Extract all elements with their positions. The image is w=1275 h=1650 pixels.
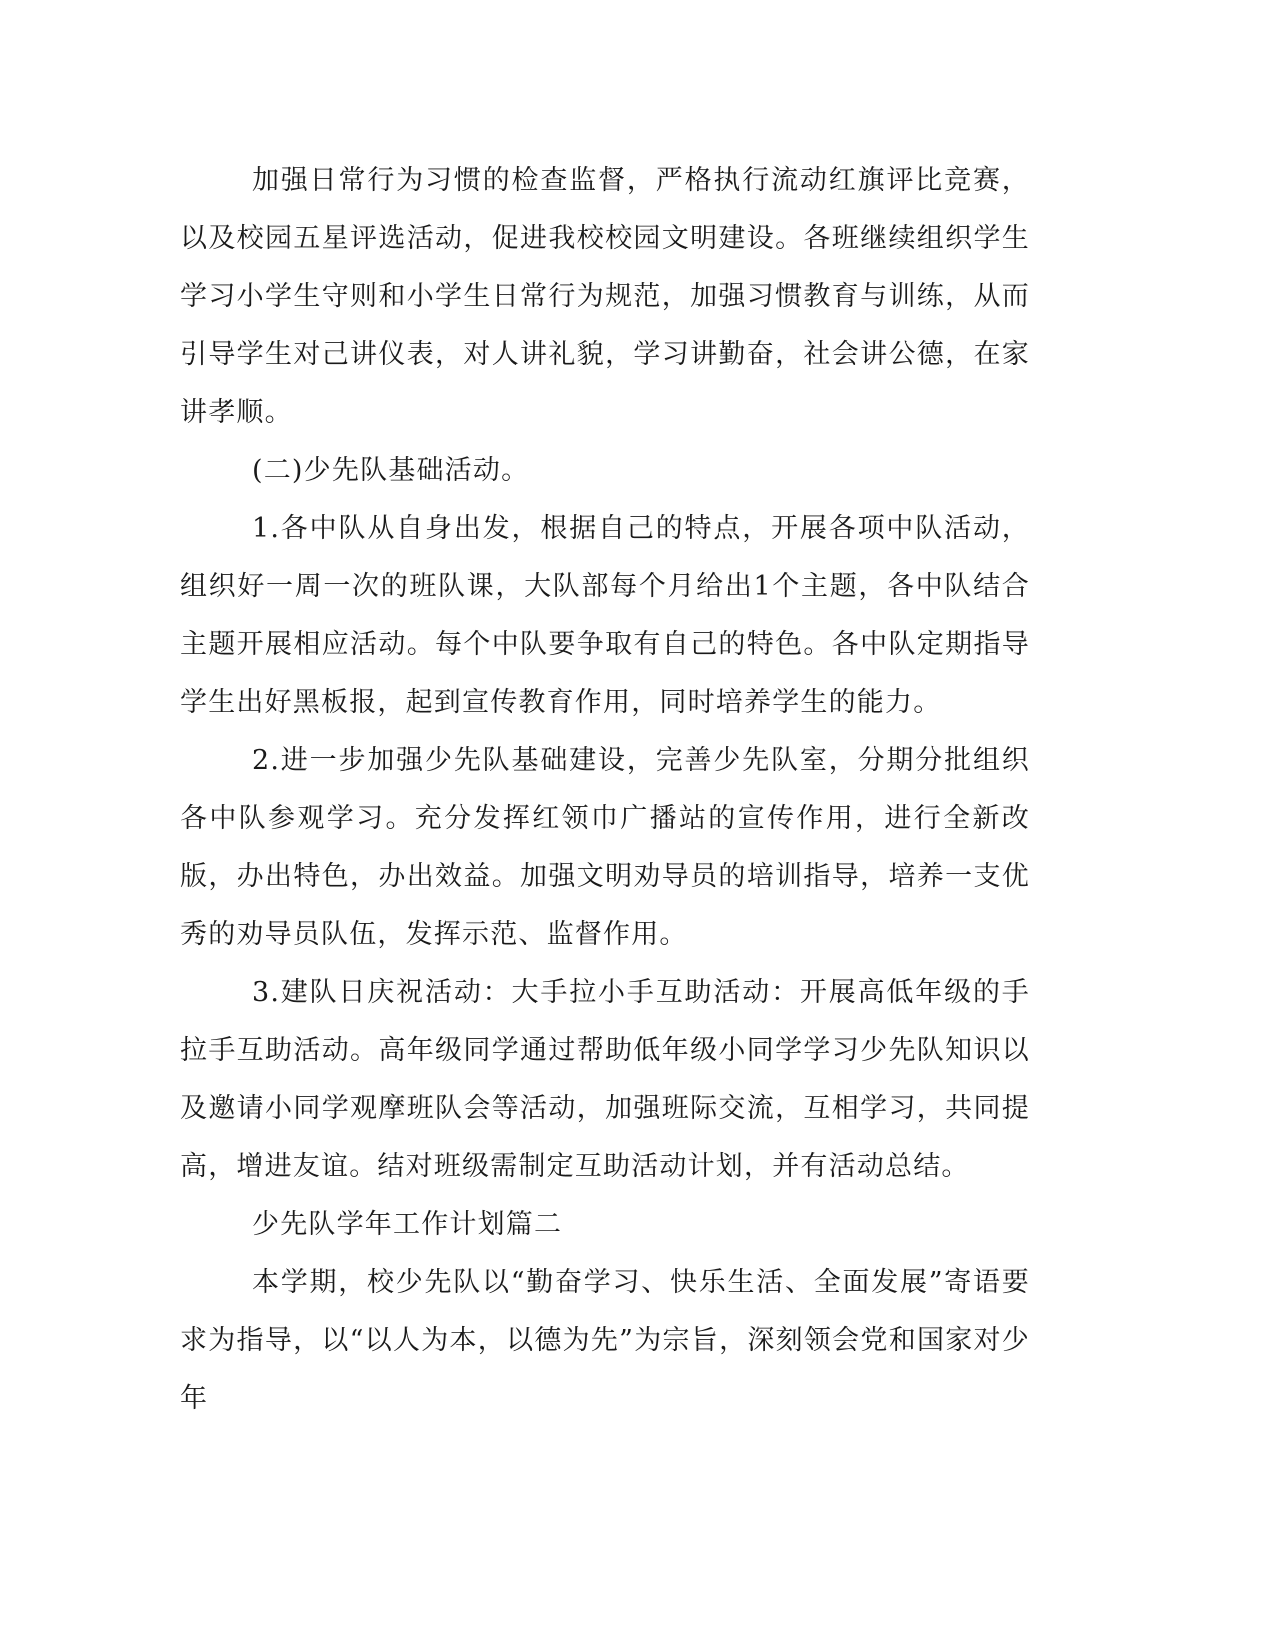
paragraph-semester-intro: 本学期，校少先队以“勤奋学习、快乐生活、全面发展”寄语要求为指导，以“以人为本，以德为先”为宗旨，深刻领会党和国家对少年 bbox=[180, 1267, 1030, 1414]
paragraph-item-1: 1.各中队从自身出发，根据自己的特点，开展各项中队活动，组织好一周一次的班队课，大队部每个月给出1个主题，各中队结合主题开展相应活动。每个中队要争取有自己的特色。各中队定期指导学生出好黑板报，起到宣传教育作用，同时培养学生的能力。 bbox=[180, 513, 1030, 718]
document-body bbox=[180, 152, 1030, 1428]
paragraph-item-3: 3.建队日庆祝活动：大手拉小手互助活动：开展高低年级的手拉手互助活动。高年级同学通过帮助低年级小同学学习少先队知识以及邀请小同学观摩班队会等活动，加强班际交流，互相学习，共同提高，增进友谊。结对班级需制定互助活动计划，并有活动总结。 bbox=[180, 977, 1030, 1182]
section-heading-basic-activities: (二)少先队基础活动。 bbox=[252, 455, 530, 486]
section-title-part-two: 少先队学年工作计划篇二 bbox=[252, 1209, 563, 1240]
paragraph-habit-supervision: 加强日常行为习惯的检查监督，严格执行流动红旗评比竞赛，以及校园五星评选活动，促进我校校园文明建设。各班继续组织学生学习小学生守则和小学生日常行为规范，加强习惯教育与训练，从而引导学生对己讲仪表，对人讲礼貌，学习讲勤奋，社会讲公德，在家讲孝顺。 bbox=[180, 165, 1030, 428]
paragraph-item-2: 2.进一步加强少先队基础建设，完善少先队室，分期分批组织各中队参观学习。充分发挥红领巾广播站的宣传作用，进行全新改版，办出特色，办出效益。加强文明劝导员的培训指导，培养一支优秀的劝导员队伍，发挥示范、监督作用。 bbox=[180, 745, 1030, 950]
